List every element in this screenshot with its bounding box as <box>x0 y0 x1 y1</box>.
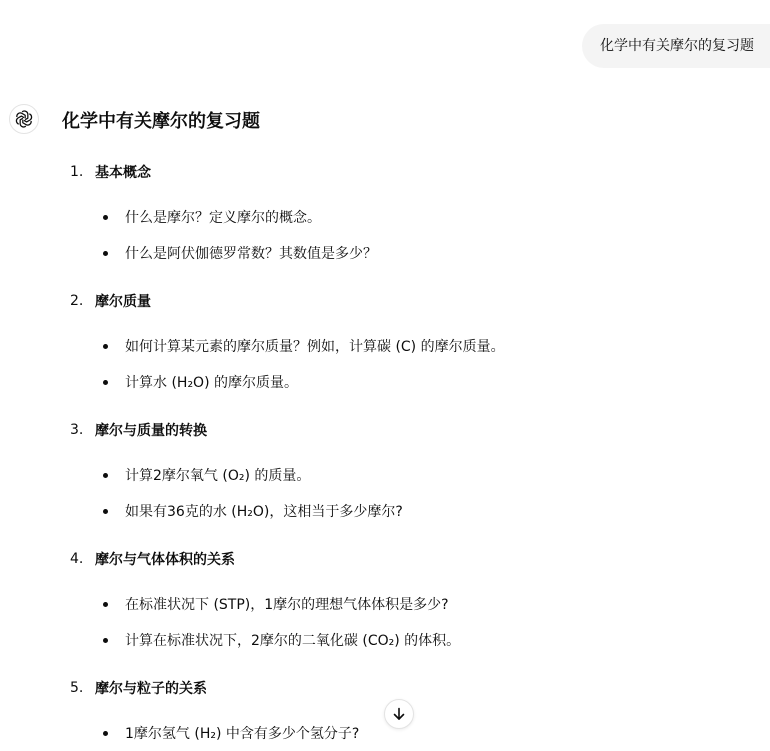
section-title: 摩尔与粒子的关系 <box>95 681 207 697</box>
section-number: 4. <box>70 551 84 567</box>
assistant-answer <box>62 106 752 751</box>
section-heading <box>62 546 752 572</box>
list-item-text: 什么是摩尔？定义摩尔的概念。 <box>125 210 321 226</box>
list-item <box>62 199 752 235</box>
openai-logo-icon <box>14 109 34 129</box>
list-item-text: 如果有36克的水 (H₂O)，这相当于多少摩尔? <box>125 504 403 520</box>
user-message-row <box>582 24 770 68</box>
list-item-text: 在标准状况下 (STP)，1摩尔的理想气体体积是多少? <box>125 597 449 613</box>
section-title: 基本概念 <box>95 165 151 181</box>
bullet-dot <box>103 509 108 514</box>
list-item <box>62 328 752 364</box>
bullet-list <box>62 328 752 400</box>
section-title: 摩尔与气体体积的关系 <box>95 552 235 568</box>
list-item <box>62 457 752 493</box>
section-title: 摩尔质量 <box>95 294 151 310</box>
list-item-text: 计算2摩尔氧气 (O₂) 的质量。 <box>125 468 311 484</box>
bullet-dot <box>103 344 108 349</box>
scroll-to-bottom-button[interactable] <box>384 699 414 729</box>
list-item-text: 什么是阿伏伽德罗常数？其数值是多少？ <box>125 246 377 262</box>
bullet-list <box>62 199 752 271</box>
section-heading <box>62 675 752 701</box>
section-heading <box>62 417 752 443</box>
section-heading <box>62 288 752 314</box>
list-item <box>62 235 752 271</box>
list-item <box>62 493 752 529</box>
section-number: 1. <box>70 164 84 180</box>
list-item <box>62 364 752 400</box>
section-number: 3. <box>70 422 84 438</box>
section-number: 5. <box>70 680 84 696</box>
user-message-bubble: 化学中有关摩尔的复习题 <box>582 24 770 68</box>
arrow-down-icon <box>391 706 407 722</box>
bullet-list <box>62 457 752 529</box>
section-number: 2. <box>70 293 84 309</box>
bullet-dot <box>103 215 108 220</box>
section-molar-mass <box>62 288 752 400</box>
bullet-dot <box>103 731 108 736</box>
list-item-text: 如何计算某元素的摩尔质量？例如，计算碳 (C) 的摩尔质量。 <box>125 339 505 355</box>
list-item-text: 计算水 (H₂O) 的摩尔质量。 <box>125 375 298 391</box>
section-heading <box>62 159 752 185</box>
section-basic-concepts <box>62 159 752 271</box>
list-item <box>62 586 752 622</box>
bullet-list <box>62 586 752 658</box>
bullet-dot <box>103 638 108 643</box>
list-item <box>62 622 752 658</box>
assistant-avatar <box>9 104 39 134</box>
bullet-dot <box>103 473 108 478</box>
bullet-dot <box>103 380 108 385</box>
bullet-dot <box>103 251 108 256</box>
section-mole-mass-conversion <box>62 417 752 529</box>
section-mole-gas-volume <box>62 546 752 658</box>
bullet-dot <box>103 602 108 607</box>
section-title: 摩尔与质量的转换 <box>95 423 207 439</box>
answer-title: 化学中有关摩尔的复习题 <box>62 111 260 132</box>
list-item-text: 1摩尔氢气 (H₂) 中含有多少个氢分子? <box>125 726 360 742</box>
list-item-text: 计算在标准状况下，2摩尔的二氧化碳 (CO₂) 的体积。 <box>125 633 461 649</box>
